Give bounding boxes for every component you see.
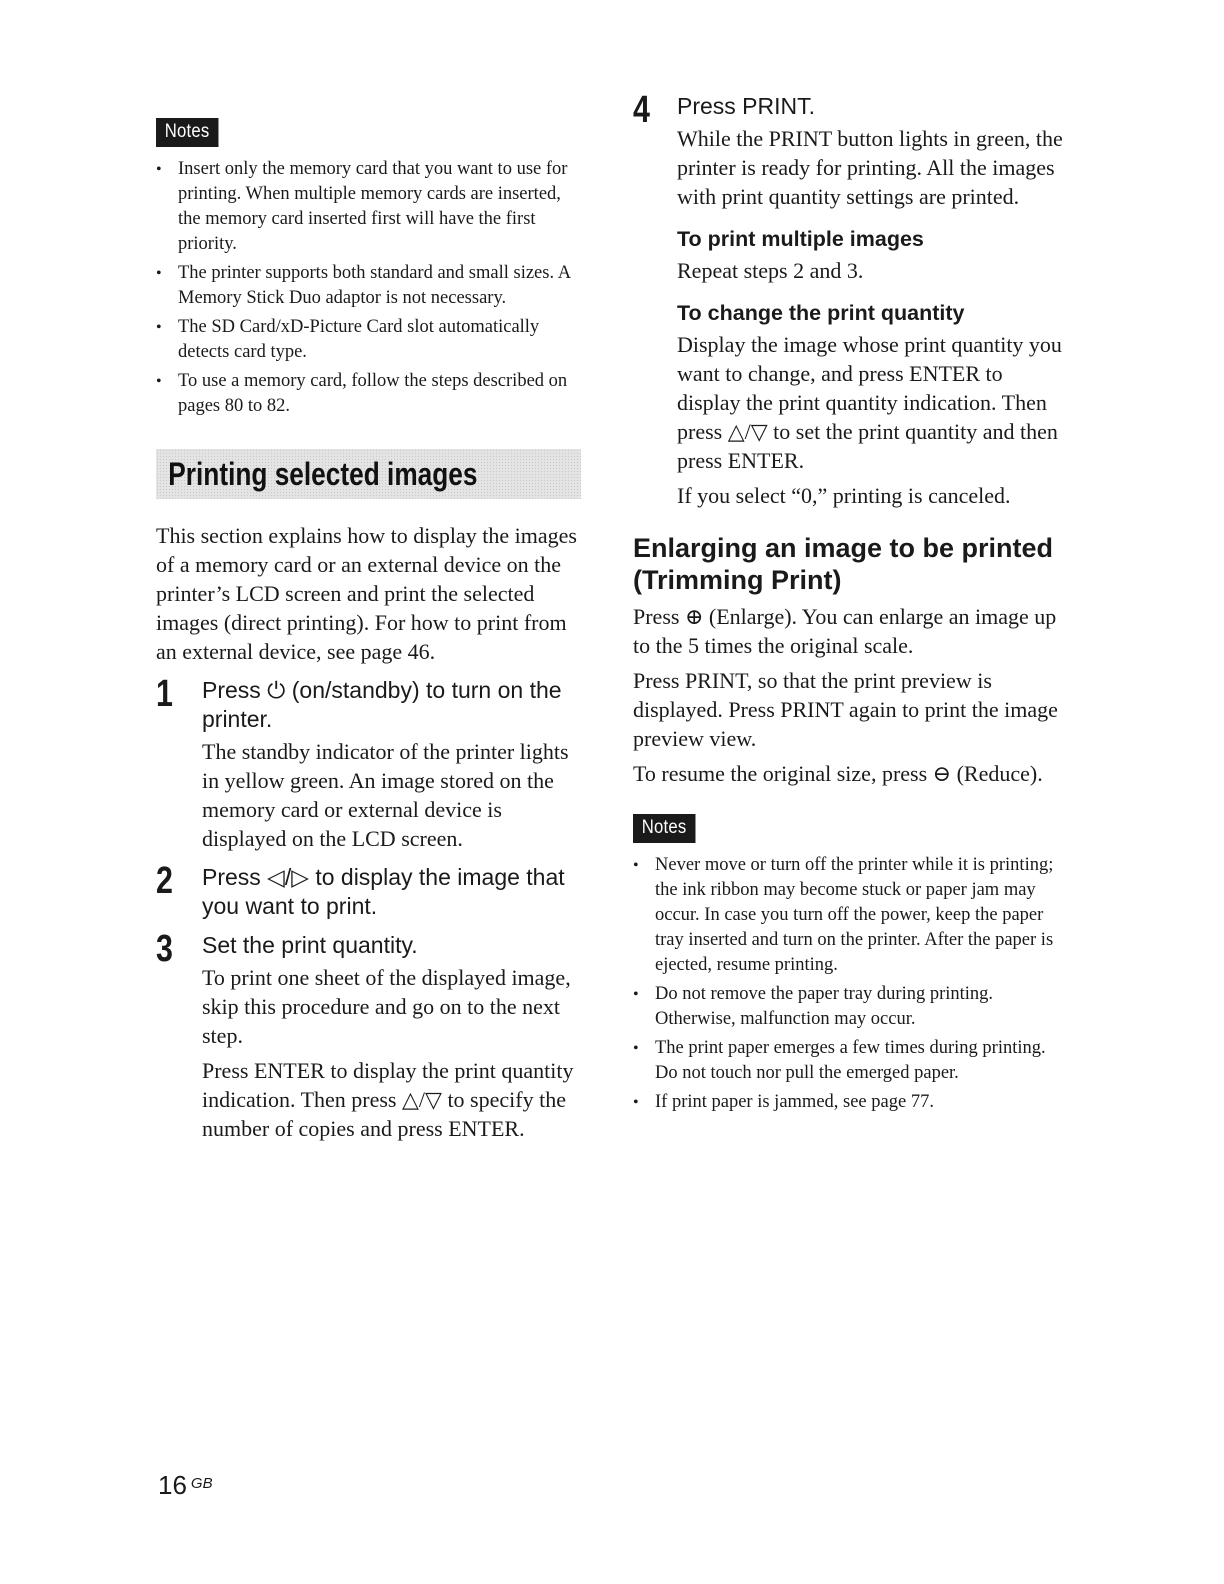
step-3 xyxy=(156,928,581,1143)
note-item: • To use a memory card, follow the steps described on pages 80 to 82. xyxy=(156,369,581,419)
multiple-body: Repeat steps 2 and 3. xyxy=(677,258,864,283)
notes-list xyxy=(633,853,1063,1115)
note-item: • The SD Card/xD-Picture Card slot automatically detects card type. xyxy=(156,315,581,365)
page-footer xyxy=(158,1470,213,1501)
page-suffix: GB xyxy=(190,1474,213,1492)
notes-label: Notes xyxy=(156,118,218,147)
page-number: 16 xyxy=(158,1470,187,1500)
step-body: To print one sheet of the displayed image, skip this procedure and go on to the next step. xyxy=(202,965,571,1048)
note-item: • If print paper is jammed, see page 77. xyxy=(633,1090,1063,1115)
enlarge-paragraph: To resume the original size, press ⊖ (Reduce). xyxy=(633,761,1043,786)
step-number: 1 xyxy=(156,673,173,715)
note-item: • The printer supports both standard and small sizes. A Memory Stick Duo adaptor is not necessary. xyxy=(156,261,581,311)
step-2 xyxy=(156,860,581,921)
note-item: • Never move or turn off the printer while it is printing; the ink ribbon may become stuck or paper jam may occur. In case you turn off the power, keep the paper tray inserted and turn on the printer. After the paper is ejected, resume printing. xyxy=(633,853,1063,978)
step-4 xyxy=(633,89,1063,510)
step-body: Press ENTER to display the print quantity indication. Then press △/▽ to specify the number of copies and press ENTER. xyxy=(202,1058,574,1141)
enlarge-paragraph: Press ⊕ (Enlarge). You can enlarge an image up to the 5 times the original scale. xyxy=(633,604,1057,658)
intro-paragraph: This section explains how to display the images of a memory card or an external device on the printer’s LCD screen and print the selected images (direct printing). For how to print from an external device, see page 46. xyxy=(156,523,577,664)
section-banner xyxy=(156,449,581,499)
change-quantity-body: Display the image whose print quantity you want to change, and press ENTER to display the print quantity indication. Then press △/▽ to set the print quantity and then press ENTER. xyxy=(677,332,1062,473)
step-title: Set the print quantity. xyxy=(202,932,418,958)
left-column xyxy=(156,118,581,1149)
step-title: Press ⏻ (on/standby) to turn on the printer. xyxy=(202,677,562,732)
note-item: • Do not remove the paper tray during printing. Otherwise, malfunction may occur. xyxy=(633,982,1063,1032)
enlarge-paragraph: Press PRINT, so that the print preview is displayed. Press PRINT again to print the image preview view. xyxy=(633,668,1058,751)
step-number: 4 xyxy=(633,89,650,131)
step-title: Press PRINT. xyxy=(677,93,816,119)
notes-label: Notes xyxy=(633,814,695,843)
step-number: 2 xyxy=(156,860,173,902)
right-column xyxy=(633,89,1063,1119)
note-item: • Insert only the memory card that you want to use for printing. When multiple memory cards are inserted, the memory card inserted first will have the first priority. xyxy=(156,157,581,257)
notes-list xyxy=(156,157,581,419)
note-item: • The print paper emerges a few times during printing. Do not touch nor pull the emerged paper. xyxy=(633,1036,1063,1086)
subheading-change-quantity: To change the print quantity xyxy=(677,301,965,325)
step-body: The standby indicator of the printer lights in yellow green. An image stored on the memory card or external device is displayed on the LCD screen. xyxy=(202,739,569,851)
section-title: Printing selected images xyxy=(168,455,478,492)
step-title: Press ◁/▷ to display the image that you want to print. xyxy=(202,864,565,919)
change-quantity-body: If you select “0,” printing is canceled. xyxy=(677,483,1011,508)
step-1 xyxy=(156,673,581,853)
subheading-multiple: To print multiple images xyxy=(677,227,924,251)
step-body: While the PRINT button lights in green, the printer is ready for printing. All the images with print quantity settings are printed. xyxy=(677,126,1063,209)
step-number: 3 xyxy=(156,928,173,970)
enlarge-heading: Enlarging an image to be printed (Trimming Print) xyxy=(633,533,1054,595)
